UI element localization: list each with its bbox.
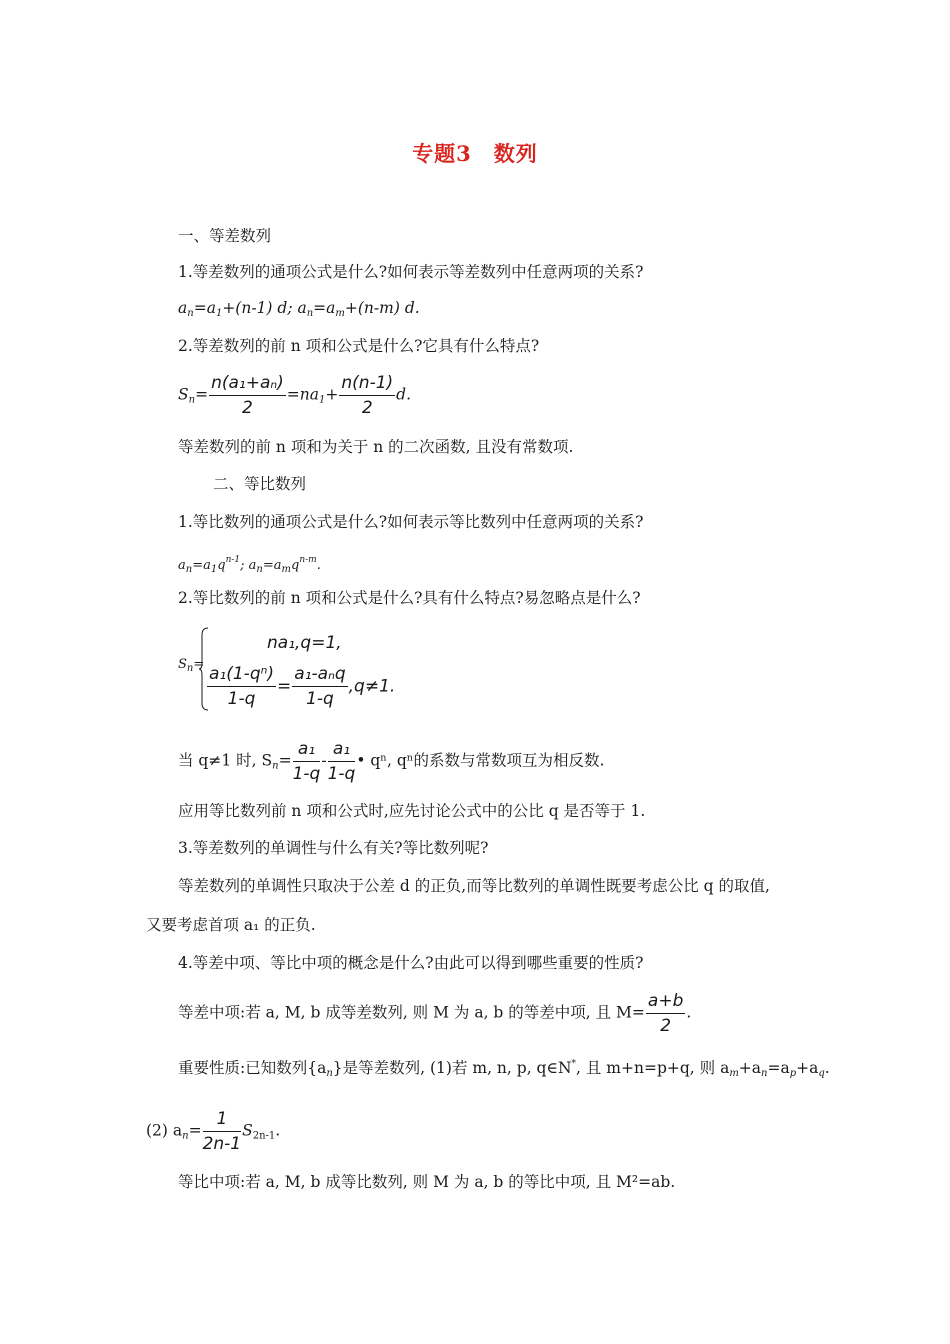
fraction: $\frac{\text{n(a₁+aₙ)}}{2}$ bbox=[211, 373, 284, 418]
section-heading-geometric: 二、等比数列 bbox=[213, 475, 307, 493]
fraction: $\frac{\text{a₁-aₙq}}{1-q}$ bbox=[294, 664, 346, 709]
answer-6-arithmetic-mean: 等差中项:若 a, M, b 成等差数列, 则 M 为 a, b 的等差中项, 且 M= $\frac{a+b}{2}$ . bbox=[178, 991, 692, 1036]
fraction: $\frac{\text{a₁(1-qⁿ)}}{1-q}$ bbox=[209, 664, 275, 709]
fraction: $\frac{a+b}{2}$ bbox=[647, 991, 684, 1036]
answer-6-property-1: 重要性质:已知数列{an}是等差数列, (1)若 m, n, p, q∈N*, 且 m+n=p+q, 则 am+an=ap+aq. bbox=[178, 1059, 830, 1079]
answer-4-case-2: $\frac{\text{a₁(1-qⁿ)}}{1-q}$ = $\frac{\text{a₁-aₙq}}{1-q}$ ,q≠1. bbox=[209, 664, 396, 709]
question-2: 2.等差数列的前 n 项和公式是什么?它具有什么特点? bbox=[178, 337, 540, 355]
answer-2-formula: Sn= $\frac{\text{n(a₁+aₙ)}}{2}$ =na1+ $\frac{n(n-1)}{2}$ d. bbox=[178, 373, 412, 418]
question-4: 2.等比数列的前 n 项和公式是什么?具有什么特点?易忽略点是什么? bbox=[178, 589, 641, 607]
page-title: 专题3 数列 bbox=[412, 141, 538, 166]
fraction: $\frac{n(n-1)}{2}$ bbox=[341, 373, 394, 418]
answer-1-formula: an=a1+(n-1) d; an=am+(n-m) d. bbox=[178, 299, 420, 319]
fraction: $\frac{1}{2n-1}$ bbox=[202, 1109, 242, 1154]
section-heading-arithmetic: 一、等差数列 bbox=[178, 227, 272, 245]
question-3: 1.等比数列的通项公式是什么?如何表示等比数列中任意两项的关系? bbox=[178, 513, 644, 531]
answer-5-line-1: 等差数列的单调性只取决于公差 d 的正负,而等比数列的单调性既要考虑公比 q 的取值, bbox=[178, 877, 770, 895]
answer-4-note: 当 q≠1 时, Sn= $\frac{\text{a₁}}{1-q}$ - $\frac{\text{a₁}}{1-q}$ • qⁿ, qⁿ的系数与常数项互为相反数. bbox=[178, 739, 605, 784]
question-6: 4.等差中项、等比中项的概念是什么?由此可以得到哪些重要的性质? bbox=[178, 954, 644, 972]
answer-3-formula: $a_n=a_1q^{n-1}$; $a_n=a_mq^{n-m}$. bbox=[178, 555, 321, 575]
answer-6-property-2: (2) an= $\frac{1}{2n-1}$ S2n-1. bbox=[146, 1109, 281, 1154]
fraction: $\frac{\text{a₁}}{1-q}$ bbox=[292, 739, 321, 784]
question-1: 1.等差数列的通项公式是什么?如何表示等差数列中任意两项的关系? bbox=[178, 263, 644, 281]
fraction: $\frac{\text{a₁}}{1-q}$ bbox=[327, 739, 356, 784]
answer-4-note-2: 应用等比数列前 n 项和公式时,应先讨论公式中的公比 q 是否等于 1. bbox=[178, 802, 646, 820]
answer-4-lhs: $S_n=$ bbox=[178, 657, 205, 674]
answer-5-line-2: 又要考虑首项 a₁ 的正负. bbox=[146, 916, 316, 934]
answer-4-case-1: na₁,q=1, bbox=[267, 633, 342, 653]
question-5: 3.等差数列的单调性与什么有关?等比数列呢? bbox=[178, 839, 489, 857]
answer-7-geometric-mean: 等比中项:若 a, M, b 成等比数列, 则 M 为 a, b 的等比中项, 且 M²=ab. bbox=[178, 1173, 676, 1191]
answer-2-note: 等差数列的前 n 项和为关于 n 的二次函数, 且没有常数项. bbox=[178, 438, 574, 456]
